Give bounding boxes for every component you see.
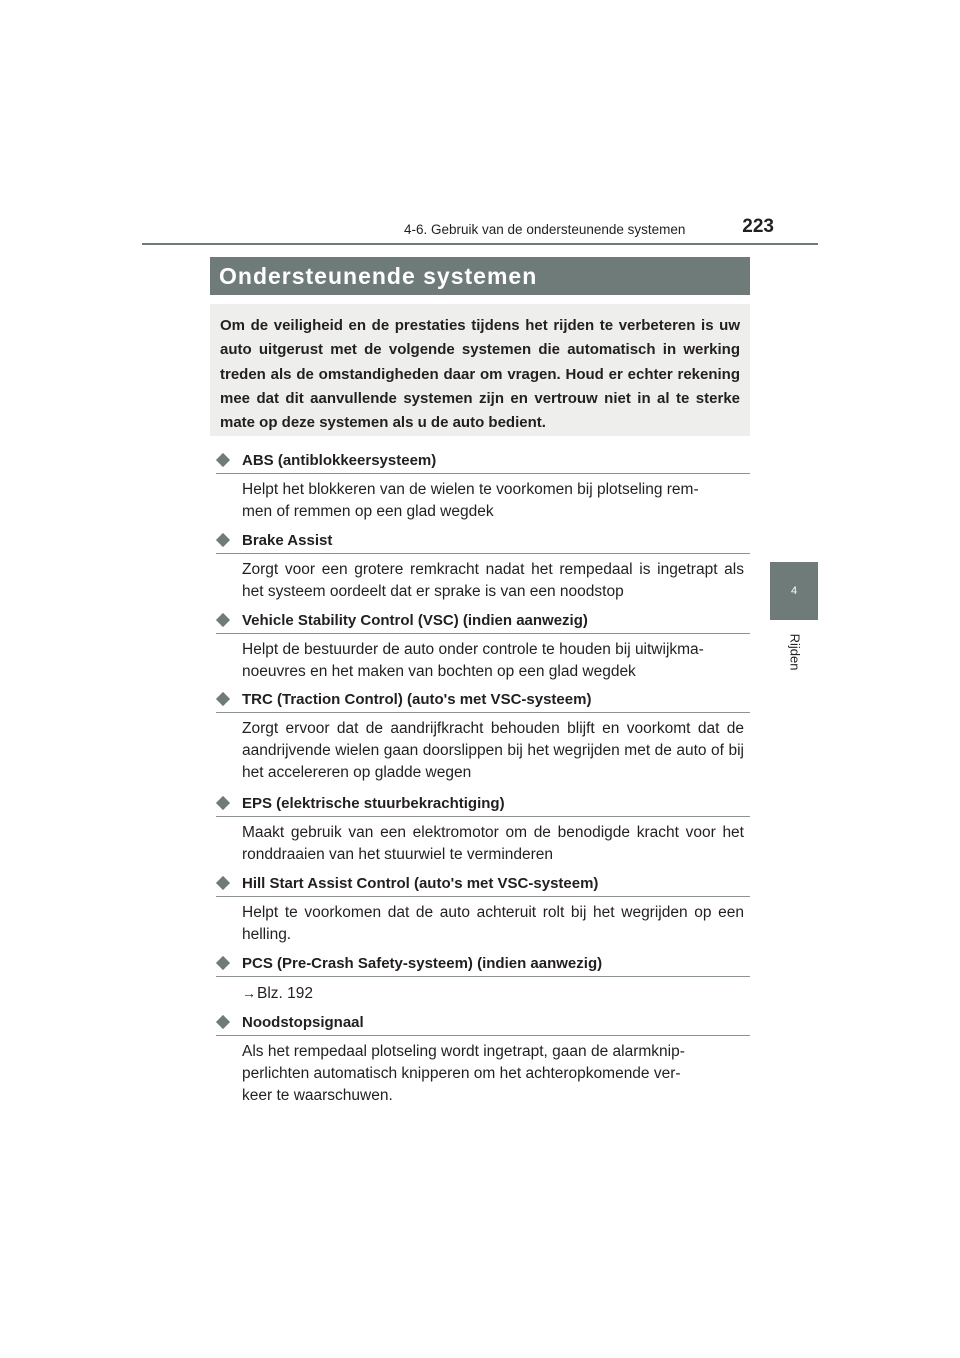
item-title: PCS (Pre-Crash Safety-systeem) (indien aanwezig) (242, 955, 603, 972)
item-title: TRC (Traction Control) (auto's met VSC-systeem) (242, 691, 592, 708)
item-heading (216, 955, 750, 977)
system-item (216, 1014, 750, 1107)
system-item (216, 875, 750, 946)
diamond-bullet-icon (216, 876, 230, 890)
section-title: Ondersteunende systemen (219, 263, 538, 289)
diamond-bullet-icon (216, 613, 230, 627)
item-title: Noodstopsignaal (242, 1014, 364, 1031)
item-title: ABS (antiblokkeersysteem) (242, 452, 437, 469)
page-number: 223 (742, 216, 774, 237)
item-heading (216, 795, 750, 817)
diamond-bullet-icon (216, 453, 230, 467)
system-item (216, 612, 750, 683)
section-title-bar (210, 257, 750, 295)
item-heading (216, 532, 750, 554)
diamond-bullet-icon (216, 956, 230, 970)
item-heading (216, 691, 750, 713)
item-heading (216, 1014, 750, 1036)
item-title: Brake Assist (242, 532, 333, 549)
item-heading (216, 875, 750, 897)
system-item (216, 452, 750, 523)
page-reference-link[interactable]: Blz. 192 (257, 985, 314, 1002)
item-description: Helpt te voorkomen dat de auto achteruit rolt bij het wegrijden op een helling. (242, 904, 744, 943)
item-description-line: Als het rempedaal plotseling wordt ingetrapt, gaan de alarmknip- perlichten automatisch knipperen om het achteropkomende ver- keer te waarschuwen. (242, 1043, 685, 1104)
item-heading (216, 612, 750, 634)
intro-box (210, 304, 750, 436)
running-header-section: 4-6. Gebruik van de ondersteunende systemen (404, 222, 686, 237)
system-item (216, 532, 750, 603)
system-item (216, 691, 750, 784)
diamond-bullet-icon (216, 796, 230, 810)
item-description: Zorgt ervoor dat de aandrijfkracht behouden blijft en voorkomt dat de aandrijvende wielen gaan doorslippen bij het wegrijden met de auto of bij het accelereren op gladde wegen (242, 720, 744, 781)
item-description-line: Helpt de bestuurder de auto onder controle te houden bij uitwijkma- noeuvres en het maken van bochten op een glad wegdek (242, 641, 704, 680)
item-description (242, 639, 744, 683)
system-item (216, 795, 750, 866)
intro-text: Om de veiligheid en de prestaties tijdens het rijden te verbeteren is uw auto uitgerust met de volgende systemen die automatisch in werking treden als de omstandigheden daar om vragen. Houd er echter rekening mee dat dit aanvullende systemen zijn en vertrouw niet in al te sterke mate op deze systemen als u de auto bedient. (220, 317, 740, 432)
item-heading (216, 452, 750, 474)
item-description (242, 982, 744, 1005)
diamond-bullet-icon (216, 533, 230, 547)
header-divider (142, 243, 818, 245)
chapter-label-text: Rijden (787, 633, 803, 671)
item-title: EPS (elektrische stuurbekrachtiging) (242, 795, 505, 812)
item-description (242, 479, 744, 523)
arrow-right-icon: → (242, 985, 256, 1001)
item-title: Hill Start Assist Control (auto's met VSC-systeem) (242, 875, 599, 892)
chapter-label (780, 632, 810, 672)
item-description: Zorgt voor een grotere remkracht nadat het rempedaal is ingetrapt als het systeem oordeelt dat er sprake is van een noodstop (242, 561, 744, 600)
item-description-line: Helpt het blokkeren van de wielen te voorkomen bij plotseling rem- men of remmen op een glad wegdek (242, 481, 699, 520)
item-description (242, 1041, 744, 1107)
diamond-bullet-icon (216, 1015, 230, 1029)
item-title: Vehicle Stability Control (VSC) (indien aanwezig) (242, 612, 588, 629)
chapter-tab: 4 (770, 562, 818, 620)
diamond-bullet-icon (216, 692, 230, 706)
system-item (216, 955, 750, 1005)
item-description: Maakt gebruik van een elektromotor om de benodigde kracht voor het ronddraaien van het stuurwiel te verminderen (242, 824, 744, 863)
